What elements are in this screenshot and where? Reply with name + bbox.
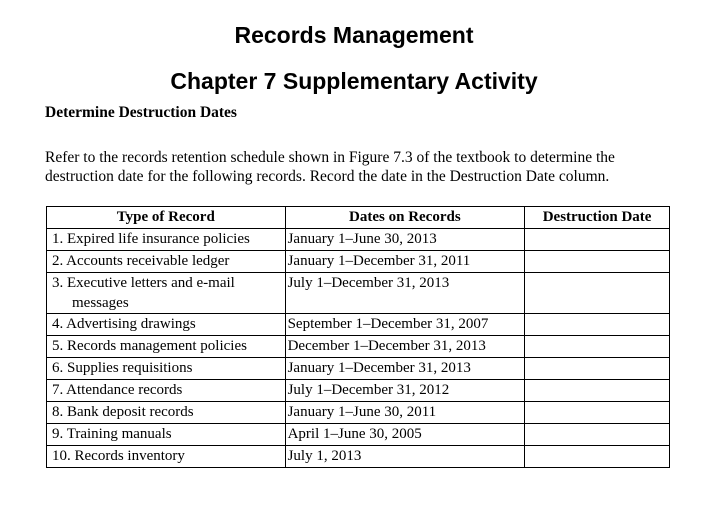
table-row: [47, 402, 670, 424]
header-dates-on-records: Dates on Records: [285, 207, 525, 229]
record-type-cell: 1. Expired life insurance policies: [47, 229, 286, 251]
destruction-date-cell[interactable]: [525, 273, 670, 314]
destruction-date-cell[interactable]: [525, 424, 670, 446]
header-destruction-date: Destruction Date: [525, 207, 670, 229]
instructions-paragraph: Refer to the records retention schedule shown in Figure 7.3 of the textbook to determine the destruction date for the following records. Record the date in the Destruction Date column.: [45, 149, 615, 185]
destruction-date-cell[interactable]: [525, 229, 670, 251]
record-type-cell: [47, 273, 286, 314]
destruction-date-cell[interactable]: [525, 446, 670, 468]
header-type-of-record: Type of Record: [47, 207, 286, 229]
record-type-cell: 2. Accounts receivable ledger: [47, 251, 286, 273]
record-dates-cell: January 1–December 31, 2011: [285, 251, 525, 273]
record-dates-cell: January 1–December 31, 2013: [285, 358, 525, 380]
record-dates-cell: January 1–June 30, 2013: [285, 229, 525, 251]
section-heading: Determine Destruction Dates: [45, 104, 237, 121]
table-row: [47, 336, 670, 358]
record-dates-cell: July 1–December 31, 2013: [285, 273, 525, 314]
record-type-cell: 5. Records management policies: [47, 336, 286, 358]
records-table: [46, 206, 670, 468]
destruction-date-cell[interactable]: [525, 402, 670, 424]
destruction-date-cell[interactable]: [525, 314, 670, 336]
table-header-row: [47, 207, 670, 229]
destruction-date-cell[interactable]: [525, 251, 670, 273]
chapter-subtitle: Chapter 7 Supplementary Activity: [170, 68, 538, 94]
record-dates-cell: July 1, 2013: [285, 446, 525, 468]
record-type-text: 3. Executive letters and e-mail messages: [52, 275, 235, 311]
record-type-cell: 6. Supplies requisitions: [47, 358, 286, 380]
destruction-date-cell[interactable]: [525, 336, 670, 358]
record-dates-cell: January 1–June 30, 2011: [285, 402, 525, 424]
table-row: [47, 424, 670, 446]
record-type-cell: 9. Training manuals: [47, 424, 286, 446]
destruction-date-cell[interactable]: [525, 380, 670, 402]
record-type-cell: 4. Advertising drawings: [47, 314, 286, 336]
page-title: Records Management: [234, 22, 474, 48]
table-row: [47, 380, 670, 402]
table-row: [47, 229, 670, 251]
table-row: [47, 358, 670, 380]
record-type-cell: 10. Records inventory: [47, 446, 286, 468]
destruction-date-cell[interactable]: [525, 358, 670, 380]
table-row: [47, 446, 670, 468]
table-row: [47, 273, 670, 314]
record-dates-cell: December 1–December 31, 2013: [285, 336, 525, 358]
record-dates-cell: July 1–December 31, 2012: [285, 380, 525, 402]
table-row: [47, 314, 670, 336]
record-dates-cell: April 1–June 30, 2005: [285, 424, 525, 446]
table-row: [47, 251, 670, 273]
record-type-cell: 8. Bank deposit records: [47, 402, 286, 424]
record-type-cell: 7. Attendance records: [47, 380, 286, 402]
record-dates-cell: September 1–December 31, 2007: [285, 314, 525, 336]
